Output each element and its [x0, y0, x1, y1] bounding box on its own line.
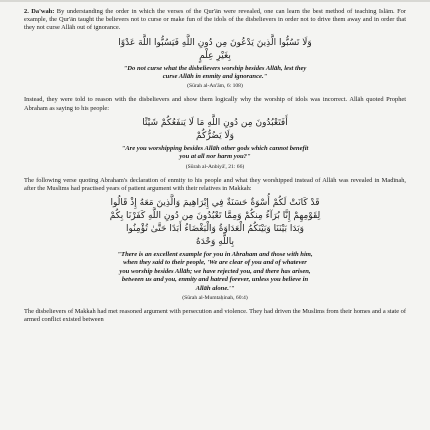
arabic-line: وَبَدَا بَيْنَنَا وَبَيْنَكُمُ الْعَدَاوَةُ وَالْبَغْضَاءُ أَبَدًا حَتَّىٰ تُؤْمِنُوا [126, 224, 304, 235]
source-1: (Sūrah al-An'ām, 6: 108) [187, 83, 243, 90]
arabic-line: وَلَا تَسُبُّوا الَّذِينَ يَدْعُونَ مِن دُونِ اللَّهِ فَيَسُبُّوا اللَّهَ عَدْوًا [118, 37, 312, 48]
translation-line: curse Allāh in enmity and ignorance." [162, 73, 268, 81]
translation-line: Allāh alone.'" [195, 284, 235, 292]
translation-line: "Are you worshipping besides Allāh other gods which cannot benefit [121, 144, 309, 152]
arabic-line: قَدْ كَانَتْ لَكُمْ أُسْوَةٌ حَسَنَةٌ فِي إِبْرَاهِيمَ وَالَّذِينَ مَعَهُ إِذْ قَالُوا [110, 198, 320, 209]
quote-block-2 [24, 117, 406, 171]
paragraph-following-verse: The following verse quoting Abraham's declaration of enmity to his people and what they worshipped instead of Allāh was revealed in Madīnah, after the Muslims had practised years of patient argument with their relatives in Makkah: [24, 176, 406, 192]
arabic-line: أَفَتَعْبُدُونَ مِن دُونِ اللَّهِ مَا لَا يَنفَعُكُمْ شَيْئًا [142, 117, 288, 128]
top-rule [0, 0, 430, 2]
translation-line: between us and you, enmity and hatred forever, unless you believe in [121, 276, 309, 284]
translation-3 [24, 251, 406, 293]
arabic-verse-3 [24, 197, 406, 249]
quote-block-1 [24, 37, 406, 91]
translation-line: "Do not curse what the disbelievers worship besides Allāh, lest they [123, 64, 307, 72]
paragraph-instead: Instead, they were told to reason with the disbelievers and show them logically why the worship of idols was incorrect. Allāh quoted Prophet Abraham as saying to his people: [24, 96, 406, 112]
arabic-verse-1 [24, 37, 406, 63]
translation-2 [24, 145, 406, 162]
translation-line: "There is an excellent example for you in Abraham and those with him, [117, 251, 313, 259]
dawah-label: 2. Da'wah: [24, 8, 55, 15]
arabic-line: لِقَوْمِهِمْ إِنَّا بُرَآءُ مِنكُمْ وَمِمَّا تَعْبُدُونَ مِن دُونِ اللَّهِ كَفَرْنَا بِكُمْ [109, 211, 321, 222]
quote-block-3 [24, 197, 406, 302]
translation-line: you worship besides Allāh; we have rejected you, and there has arisen, [119, 267, 311, 275]
source-3: (Sūrah al-Mumtaḥinah, 60:4) [182, 295, 248, 302]
paragraph-dawah [24, 8, 406, 33]
arabic-line: بِغَيْرِ عِلْمٍ [199, 50, 231, 61]
translation-line: you at all nor harm you?" [179, 153, 251, 161]
arabic-line: بِاللَّهِ وَحْدَهُ [195, 237, 234, 248]
arabic-verse-2 [24, 117, 406, 143]
source-2: (Sūrah al-Anbiyā', 21: 66) [185, 163, 245, 170]
translation-1 [24, 65, 406, 82]
arabic-line: وَلَا يَضُرُّكُمْ [196, 130, 234, 141]
dawah-text: By understanding the order in which the verses of the Qur'ān were revealed, one can learn the best method of teaching Islām. For example, the Qur'ān taught the believers not to curse or make fun of the idols of the disbelievers in order not to drive them away and in order that they not curse Allāh out of ignorance. [24, 8, 406, 32]
paragraph-disbelievers: The disbelievers of Makkah had met reasoned argument with persecution and violence. They had driven the Muslims from their homes and a state of armed conflict existed between [24, 308, 406, 324]
translation-line: when they said to their people, 'We are clear of you and of whatever [123, 259, 307, 267]
